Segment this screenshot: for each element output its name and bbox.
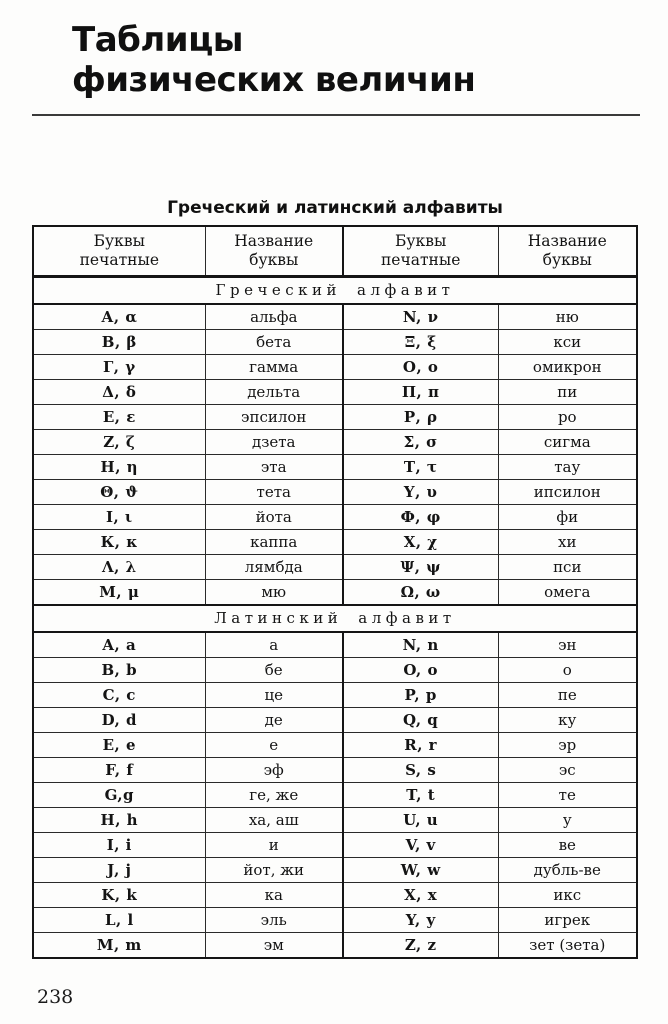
letter-name-cell: ипсилон bbox=[498, 480, 637, 505]
letter-name-cell: омикрон bbox=[498, 355, 637, 380]
table-row bbox=[33, 808, 637, 833]
letter-name-cell: йота bbox=[205, 505, 343, 530]
table-row bbox=[33, 555, 637, 580]
letter-name-cell: и bbox=[205, 833, 343, 858]
letter-name-cell: о bbox=[498, 658, 637, 683]
letter-name-cell: це bbox=[205, 683, 343, 708]
table-row bbox=[33, 355, 637, 380]
letter-name-cell: а bbox=[205, 632, 343, 658]
table-row bbox=[33, 708, 637, 733]
letters-cell: R, r bbox=[343, 733, 498, 758]
letters-cell: B, b bbox=[33, 658, 205, 683]
letters-cell: C, c bbox=[33, 683, 205, 708]
letters-cell: Υ, υ bbox=[343, 480, 498, 505]
column-header-line: Название bbox=[234, 232, 314, 250]
section-title: Латинский алфавит bbox=[33, 605, 637, 632]
letters-cell: I, ι bbox=[33, 505, 205, 530]
letter-name-cell: тета bbox=[205, 480, 343, 505]
letter-name-cell: зет (зета) bbox=[498, 933, 637, 959]
column-header-line: буквы bbox=[249, 251, 299, 269]
table-row bbox=[33, 658, 637, 683]
letters-cell: D, d bbox=[33, 708, 205, 733]
table-row bbox=[33, 758, 637, 783]
letter-name-cell: пе bbox=[498, 683, 637, 708]
letters-cell: G,g bbox=[33, 783, 205, 808]
column-header-line: Название bbox=[527, 232, 607, 250]
column-header-name-1 bbox=[205, 226, 343, 277]
letter-name-cell: хи bbox=[498, 530, 637, 555]
letters-cell: Ψ, ψ bbox=[343, 555, 498, 580]
table-row bbox=[33, 632, 637, 658]
table-row bbox=[33, 858, 637, 883]
table-row bbox=[33, 683, 637, 708]
letters-cell: П, π bbox=[343, 380, 498, 405]
letters-cell: A, a bbox=[33, 632, 205, 658]
letter-name-cell: бе bbox=[205, 658, 343, 683]
letter-name-cell: эс bbox=[498, 758, 637, 783]
letter-name-cell: йот, жи bbox=[205, 858, 343, 883]
letters-cell: I, i bbox=[33, 833, 205, 858]
column-header-line: Буквы bbox=[395, 232, 447, 250]
letter-name-cell: кси bbox=[498, 330, 637, 355]
letters-cell: Λ, λ bbox=[33, 555, 205, 580]
letters-cell: P, p bbox=[343, 683, 498, 708]
letter-name-cell: икс bbox=[498, 883, 637, 908]
table-row bbox=[33, 580, 637, 606]
letters-cell: J, j bbox=[33, 858, 205, 883]
column-header-line: печатные bbox=[380, 251, 461, 269]
letter-name-cell: дзета bbox=[205, 430, 343, 455]
letter-name-cell: те bbox=[498, 783, 637, 808]
table-row bbox=[33, 380, 637, 405]
letters-cell: F, f bbox=[33, 758, 205, 783]
column-header-line: Буквы bbox=[93, 232, 145, 250]
column-header-row bbox=[33, 226, 637, 277]
letters-cell: E, e bbox=[33, 733, 205, 758]
alphabet-table bbox=[32, 225, 638, 959]
letter-name-cell: эта bbox=[205, 455, 343, 480]
table-row bbox=[33, 933, 637, 959]
letter-name-cell: пи bbox=[498, 380, 637, 405]
table-row bbox=[33, 304, 637, 330]
letters-cell: Ξ, ξ bbox=[343, 330, 498, 355]
table-row bbox=[33, 330, 637, 355]
letter-name-cell: е bbox=[205, 733, 343, 758]
table-header bbox=[33, 226, 637, 277]
section-header-row bbox=[33, 277, 637, 305]
letter-name-cell: ро bbox=[498, 405, 637, 430]
letters-cell: Е, ε bbox=[33, 405, 205, 430]
letter-name-cell: эн bbox=[498, 632, 637, 658]
letters-cell: Т, τ bbox=[343, 455, 498, 480]
table-row bbox=[33, 833, 637, 858]
table-row bbox=[33, 883, 637, 908]
letter-name-cell: дельта bbox=[205, 380, 343, 405]
section-title: Греческий алфавит bbox=[33, 277, 637, 305]
table-row bbox=[33, 405, 637, 430]
letters-cell: Ф, φ bbox=[343, 505, 498, 530]
table-row bbox=[33, 908, 637, 933]
column-header-name-2 bbox=[498, 226, 637, 277]
letters-cell: Σ, σ bbox=[343, 430, 498, 455]
letter-name-cell: эпсилон bbox=[205, 405, 343, 430]
letter-name-cell: де bbox=[205, 708, 343, 733]
letters-cell: H, h bbox=[33, 808, 205, 833]
letters-cell: Q, q bbox=[343, 708, 498, 733]
table-row bbox=[33, 455, 637, 480]
column-header-letters-2 bbox=[343, 226, 498, 277]
letters-cell: K, k bbox=[33, 883, 205, 908]
letters-cell: Z, ζ bbox=[33, 430, 205, 455]
letters-cell: L, l bbox=[33, 908, 205, 933]
letter-name-cell: ве bbox=[498, 833, 637, 858]
letter-name-cell: эр bbox=[498, 733, 637, 758]
letters-cell: К, κ bbox=[33, 530, 205, 555]
letters-cell: О, о bbox=[343, 355, 498, 380]
letters-cell: X, x bbox=[343, 883, 498, 908]
letter-name-cell: ню bbox=[498, 304, 637, 330]
table-row bbox=[33, 783, 637, 808]
page-header bbox=[0, 20, 668, 116]
letter-name-cell: эф bbox=[205, 758, 343, 783]
letters-cell: Θ, ϑ bbox=[33, 480, 205, 505]
letters-cell: В, β bbox=[33, 330, 205, 355]
letters-cell: М, μ bbox=[33, 580, 205, 606]
letter-name-cell: фи bbox=[498, 505, 637, 530]
letters-cell: U, u bbox=[343, 808, 498, 833]
letter-name-cell: тау bbox=[498, 455, 637, 480]
table-title: Греческий и латинский алфавиты bbox=[167, 198, 503, 218]
section-header-row bbox=[33, 605, 637, 632]
letter-name-cell: эм bbox=[205, 933, 343, 959]
letters-cell: Y, y bbox=[343, 908, 498, 933]
letters-cell: T, t bbox=[343, 783, 498, 808]
letter-name-cell: ха, аш bbox=[205, 808, 343, 833]
letters-cell: Ω, ω bbox=[343, 580, 498, 606]
letters-cell: V, v bbox=[343, 833, 498, 858]
letter-name-cell: ка bbox=[205, 883, 343, 908]
letters-cell: Н, η bbox=[33, 455, 205, 480]
letter-name-cell: эль bbox=[205, 908, 343, 933]
page-title-line-2: физических величин bbox=[72, 60, 476, 100]
letters-cell: N, n bbox=[343, 632, 498, 658]
letters-cell: Г, γ bbox=[33, 355, 205, 380]
letters-cell: А, α bbox=[33, 304, 205, 330]
page-body bbox=[0, 198, 668, 959]
letter-name-cell: каппа bbox=[205, 530, 343, 555]
letter-name-cell: сигма bbox=[498, 430, 637, 455]
letter-name-cell: бета bbox=[205, 330, 343, 355]
letters-cell: X, χ bbox=[343, 530, 498, 555]
table-row bbox=[33, 430, 637, 455]
letter-name-cell: игрек bbox=[498, 908, 637, 933]
letter-name-cell: дубль-ве bbox=[498, 858, 637, 883]
column-header-line: печатные bbox=[79, 251, 160, 269]
letter-name-cell: омега bbox=[498, 580, 637, 606]
letters-cell: M, m bbox=[33, 933, 205, 959]
letters-cell: Δ, δ bbox=[33, 380, 205, 405]
letter-name-cell: мю bbox=[205, 580, 343, 606]
letters-cell: O, o bbox=[343, 658, 498, 683]
letters-cell: Р, ρ bbox=[343, 405, 498, 430]
table-row bbox=[33, 505, 637, 530]
letters-cell: S, s bbox=[343, 758, 498, 783]
letter-name-cell: лямбда bbox=[205, 555, 343, 580]
letter-name-cell: пси bbox=[498, 555, 637, 580]
letter-name-cell: альфа bbox=[205, 304, 343, 330]
page-number: 238 bbox=[37, 986, 74, 1008]
letter-name-cell: ку bbox=[498, 708, 637, 733]
letters-cell: W, w bbox=[343, 858, 498, 883]
letters-cell: N, ν bbox=[343, 304, 498, 330]
page-title-line-1: Таблицы bbox=[72, 20, 244, 60]
table-row bbox=[33, 530, 637, 555]
column-header-line: буквы bbox=[542, 251, 592, 269]
letter-name-cell: ге, же bbox=[205, 783, 343, 808]
table-row bbox=[33, 480, 637, 505]
column-header-letters-1 bbox=[33, 226, 205, 277]
letter-name-cell: гамма bbox=[205, 355, 343, 380]
page-title bbox=[72, 20, 640, 100]
table-row bbox=[33, 733, 637, 758]
letter-name-cell: у bbox=[498, 808, 637, 833]
letters-cell: Z, z bbox=[343, 933, 498, 959]
title-divider-rule bbox=[32, 114, 640, 116]
alphabet-table-body bbox=[33, 277, 637, 959]
